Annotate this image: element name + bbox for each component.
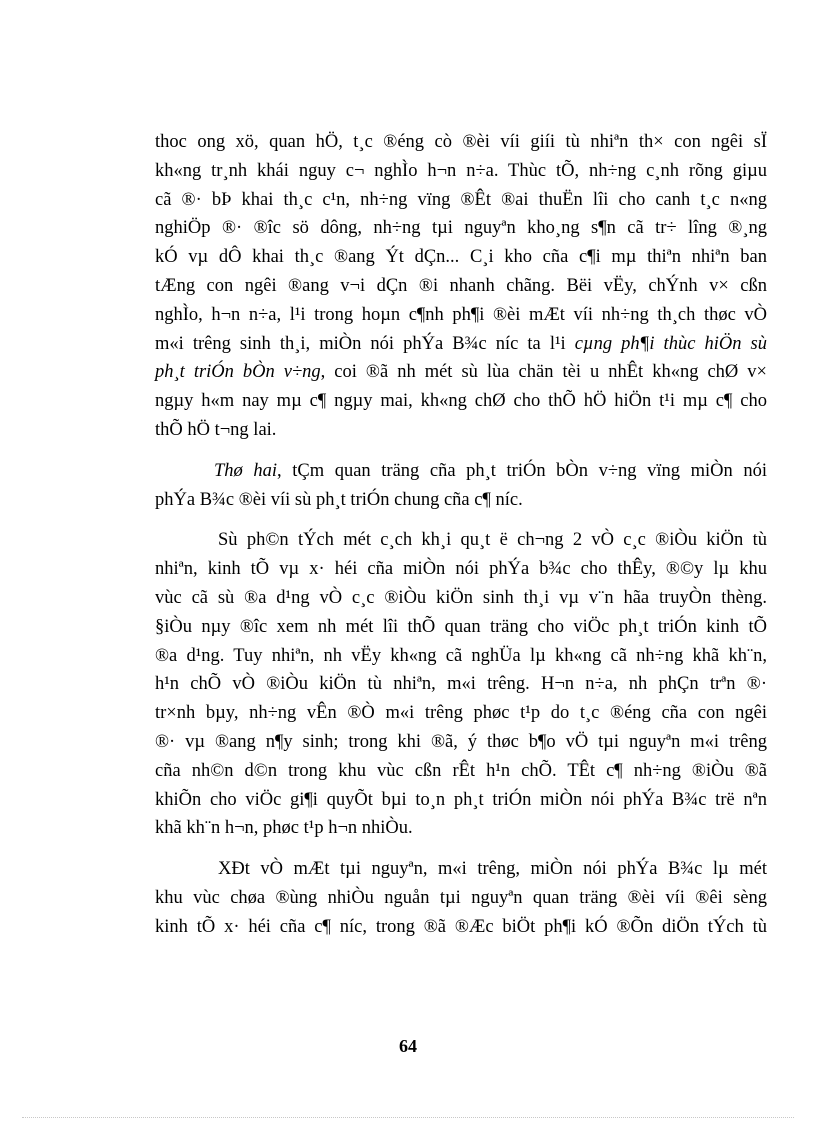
emphasis-text: Thø hai	[214, 460, 278, 481]
paragraph-4	[155, 855, 767, 941]
text-line: phÝa B¾c ®èi víi sù ph¸t triÓn chung cña c¶ níc.	[155, 489, 523, 510]
text-line: vùc cã sù ®a d¹ng vÒ c¸c ®iÒu kiÖn sinh th¸i vµ v¨n hãa truyÒn thèng.	[155, 587, 767, 608]
text-line: kinh tÕ x· héi cña c¶ níc, trong ®ã ®Æc biÖt ph¶i kÓ ®Õn diÖn tÝch tù	[155, 916, 767, 937]
text-line: cã ®· bÞ khai th¸c c¹n, nh÷ng vïng ®Êt ®ai thuËn lîi cho canh t¸c n«ng	[155, 189, 767, 210]
text-line: h¹n chÕ vÒ ®iÒu kiÖn tù nhiªn, m«i trêng. H¬n n÷a, nh phÇn trªn ®·	[155, 674, 767, 695]
paragraph-2	[155, 457, 767, 515]
text-line-mixed: m«i trêng sinh th¸i, miÒn nói phÝa B¾c níc ta l¹i cµng ph¶i thùc hiÖn sù	[155, 333, 767, 354]
paragraph-3	[155, 526, 767, 843]
text-line: nghiÖp ®· ®îc sö dông, nh÷ng tµi nguyªn kho¸ng s¶n cã tr÷ lîng ®¸ng	[155, 218, 767, 239]
page-number: 64	[399, 1036, 417, 1056]
text-line: kh«ng tr¸nh khái nguy c¬ nghÌo h¬n n÷a. Thùc tÕ, nh÷ng c¸nh rõng giµu	[155, 160, 767, 181]
text-line: XÐt vÒ mÆt tµi nguyªn, m«i trêng, miÒn nói phÝa B¾c lµ mét	[218, 859, 767, 880]
text-line: thoc ong xö, quan hÖ, t¸c ®éng cò ®èi víi giíi tù nhiªn th× con ngêi sÏ	[155, 132, 767, 152]
text-line: tÆng con ngêi ®ang v¬i dÇn ®i nhanh chãng. Bëi vËy, chÝnh v× cßn	[155, 275, 767, 296]
text-line: ngµy h«m nay mµ c¶ ngµy mai, kh«ng chØ cho thÕ hÖ hiÖn t¹i mµ c¶ cho	[155, 391, 767, 412]
text-line: khã kh¨n h¬n, phøc t¹p h¬n nhiÒu.	[155, 818, 413, 839]
emphasis-text: ph¸t triÓn bÒn v÷ng	[155, 362, 321, 383]
text-line: tr×nh bµy, nh÷ng vÊn ®Ò m«i trêng phøc t¹p do t¸c ®éng cña con ngêi	[155, 703, 767, 724]
paragraph-1	[155, 128, 767, 445]
text-line: ®a d¹ng. Tuy nhiªn, nh vËy kh«ng cã nghÜa lµ kh«ng cã nh÷ng khã kh¨n,	[155, 645, 767, 666]
text-line-mixed: ph¸t triÓn bÒn v÷ng, coi ®ã nh mét sù lùa chän tèi u nhÊt kh«ng chØ v×	[155, 362, 767, 383]
text-line: nhiªn, kinh tÕ vµ x· héi cña miÒn nói phÝa b¾c cho thÊy, ®©y lµ khu	[155, 559, 767, 580]
text-line: thÕ hÖ t¬ng lai.	[155, 419, 277, 440]
text-line: khu vùc chøa ®ùng nhiÒu nguån tµi nguyªn quan träng ®èi víi ®êi sèng	[155, 887, 767, 908]
text-line: §iÒu nµy ®îc xem nh mét lîi thÕ quan träng cho viÖc ph¸t triÓn kinh tÕ	[155, 616, 767, 637]
text-line: kÓ vµ dÔ khai th¸c ®ang Ýt dÇn... C¸i kho cña c¶i mµ thiªn nhiªn ban	[155, 247, 767, 268]
text-line-mixed: Thø hai, tÇm quan träng cña ph¸t triÓn bÒn v÷ng vïng miÒn nói	[214, 460, 767, 481]
page-body	[155, 128, 767, 942]
text-line: nghÌo, h¬n n÷a, l¹i trong hoµn c¶nh ph¶i ®èi mÆt víi nh÷ng th¸ch thøc vÒ	[155, 304, 767, 325]
text-line: ®· vµ ®ang n¶y sinh; trong khi ®ã, ý thøc b¶o vÖ tµi nguyªn m«i trêng	[155, 731, 767, 752]
emphasis-text: cµng ph¶i thùc hiÖn sù	[574, 333, 767, 354]
text-line: khiÕn cho viÖc gi¶i quyÕt bµi to¸n ph¸t triÓn miÒn nói phÝa B¾c trë nªn	[155, 789, 767, 810]
page-bottom-rule	[22, 1117, 794, 1118]
text-line: cña nh©n d©n trong khu vùc cßn rÊt h¹n chÕ. TÊt c¶ nh÷ng ®iÒu ®ã	[155, 760, 767, 781]
text-line: Sù ph©n tÝch mét c¸ch kh¸i qu¸t ë ch¬ng 2 vÒ c¸c ®iÒu kiÖn tù	[218, 530, 767, 551]
